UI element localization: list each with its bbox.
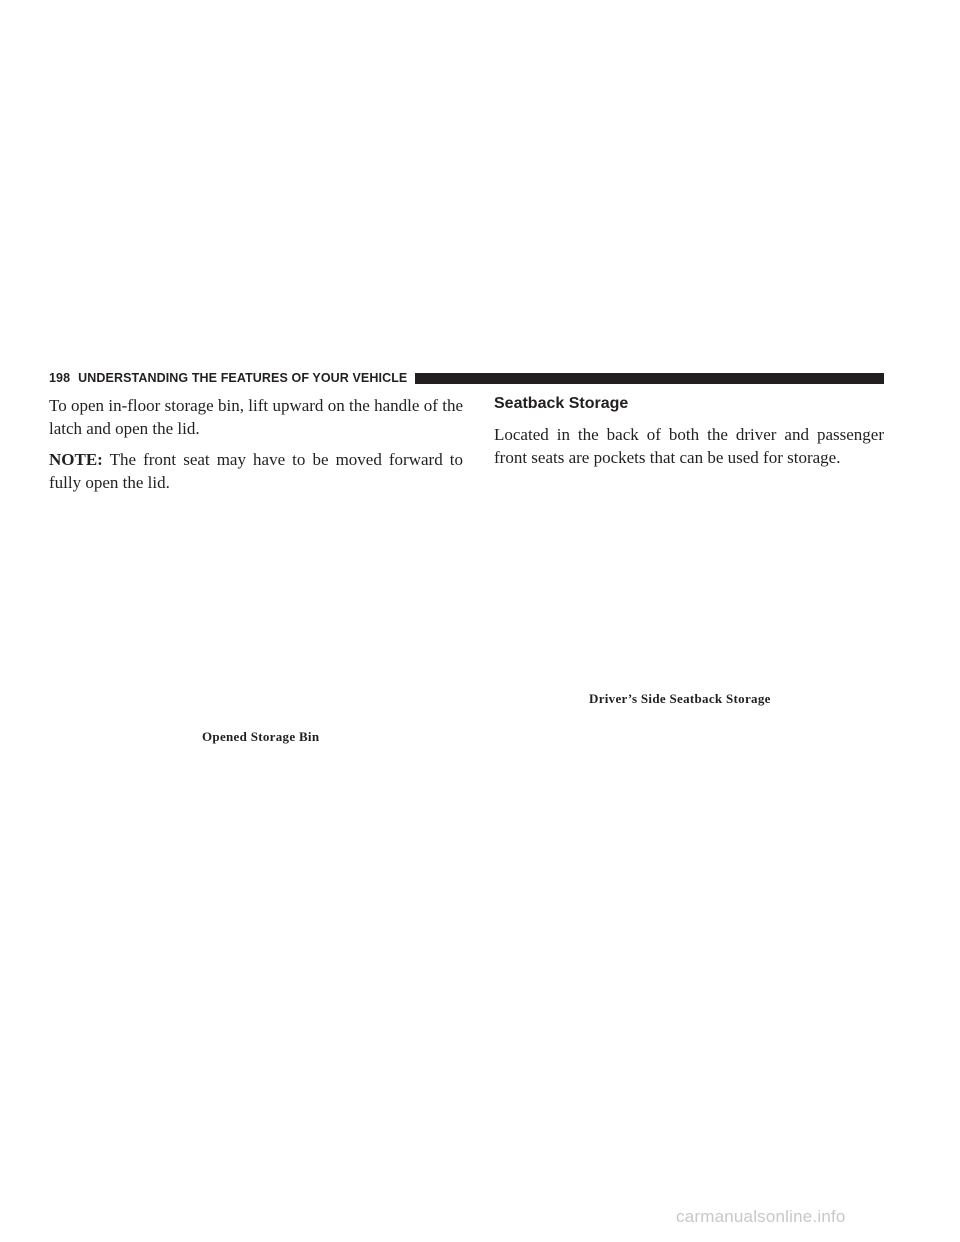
right-column: [494, 394, 884, 477]
note-label: NOTE:: [49, 450, 103, 469]
seatback-paragraph: Located in the back of both the driver and passenger front seats are pockets that can be used for storage.: [494, 425, 884, 467]
header-rule-bar: [415, 373, 884, 384]
section-title: UNDERSTANDING THE FEATURES OF YOUR VEHICLE: [78, 370, 408, 385]
left-column: [49, 394, 463, 502]
page-number: 198: [49, 370, 71, 385]
note-text: The front seat may have to be moved forward to fully open the lid.: [49, 450, 463, 492]
figure-caption-storage-bin: Opened Storage Bin: [202, 729, 320, 744]
note-paragraph: [49, 448, 463, 494]
figure-caption-seatback-storage: Driver’s Side Seatback Storage: [589, 691, 771, 706]
footer-watermark: carmanualsonline.info: [676, 1207, 846, 1226]
running-header: [49, 369, 884, 386]
instruction-paragraph: To open in-floor storage bin, lift upward on the handle of the latch and open the lid.: [49, 396, 463, 438]
section-heading: Seatback Storage: [494, 395, 629, 412]
